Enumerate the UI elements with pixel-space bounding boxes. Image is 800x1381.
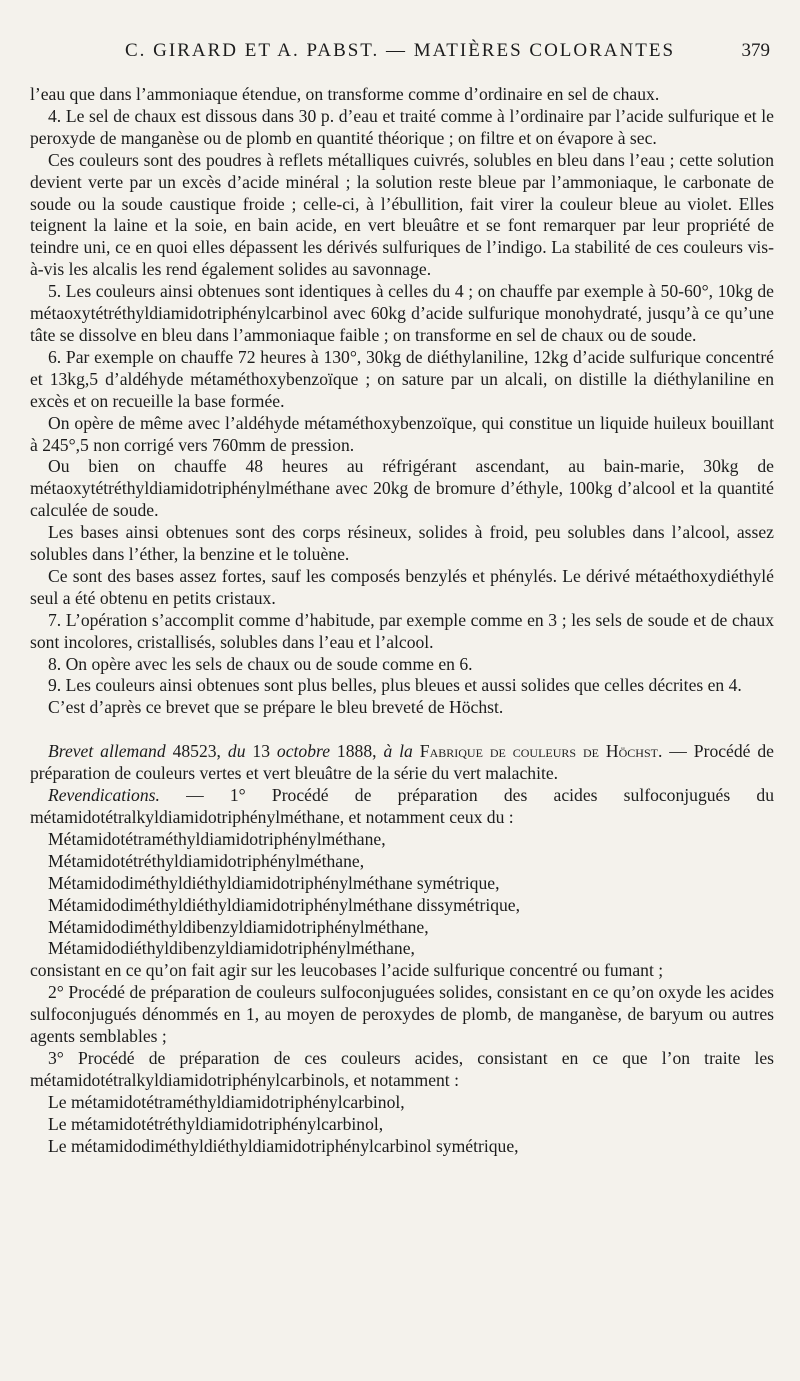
paragraph: Ce sont des bases assez fortes, sauf les composés benzylés et phénylés. Le dérivé métaéthoxydiéthylé seul a été obtenu en petits cristaux. [30,565,774,608]
paragraph: 5. Les couleurs ainsi obtenues sont identiques à celles du 4 ; on chauffe par exemple à 50-60°, 10kg de métaoxytétréthyldiamidotriphénylcarbinol avec 60kg d’acide sulfurique monohydraté, jusqu’à ce qu’une tâte se dissolve en bleu dans l’ammoniaque faible ; on transforme en sel de chaux ou de soude. [30,281,774,345]
claims-label: Revendications. [48,785,160,806]
list-item: Métamidodiméthyldibenzyldiamidotriphénylméthane, [48,916,429,937]
page-number: 379 [741,40,770,61]
page-body [30,84,774,1158]
running-header [30,40,770,70]
section-gap [30,719,774,741]
claim-3: 3° Procédé de préparation de ces couleurs acides, consistant en ce que l’on traite les métamidotétralkyldiamidotriphénylcarbinols, et notamment : [30,1047,774,1090]
patent-heading [30,741,774,785]
patent-company: Fabrique de couleurs de Höchst. [412,741,663,762]
paragraph: 9. Les couleurs ainsi obtenues sont plus belles, plus bleues et aussi solides que celles décrites en 4. [48,675,742,696]
list-item: Le métamidodiméthyldiéthyldiamidotriphénylcarbinol symétrique, [48,1135,519,1156]
patent-date-prefix: du [227,741,246,762]
list-item: Métamidodiméthyldiéthyldiamidotriphénylméthane dissymétrique, [48,894,521,915]
claim-1 [30,785,774,829]
patent-intro: Brevet allemand [48,741,166,762]
paragraph: 7. L’opération s’accomplit comme d’habitude, par exemple comme en 3 ; les sels de soude et de chaux sont incolores, cristallisés, solubles dans l’eau et l’alcool. [30,609,774,652]
paragraph: Ces couleurs sont des poudres à reflets métalliques cuivrés, solubles en bleu dans l’eau ; cette solution devient verte par un excès d’acide minéral ; la solution reste bleue par l’ammoniaque, le carbonate de soude ou la soude caustique froide ; celle-ci, à l’ébullition, fait virer la couleur bleue au violet. Elles teignent la laine et la soie, en bain acide, en vert bleuâtre et se font remarquer par leur propriété de teindre uni, ce en quoi elles dépassent les dérivés sulfuriques de l’indigo. La stabilité de ces couleurs vis-à-vis les alcalis les rend également solides au savonnage. [30,149,774,280]
paragraph: Ou bien on chauffe 48 heures au réfrigérant ascendant, au bain-marie, 30kg de métaoxytétréthyldiamidotriphénylméthane avec 20kg de bromure d’éthyle, 100kg d’alcool et la quantité calculée de soude. [30,456,774,521]
paragraph: Les bases ainsi obtenues sont des corps résineux, solides à froid, peu solubles dans l’alcool, assez solubles dans l’éther, la benzine et le toluène. [30,522,774,565]
list-item: Métamidotétraméthyldiamidotriphénylméthane, [48,828,386,849]
claim-2: 2° Procédé de préparation de couleurs sulfoconjuguées solides, consistant en ce qu’on oxyde les acides sulfoconjugués dénommés en 1, au moyen de peroxydes de plomb, de manganèse, de baryum ou autres agents semblables ; [30,982,774,1047]
header-title: C. GIRARD ET A. PABST. — MATIÈRES COLORANTES [124,40,676,61]
paragraph: 4. Le sel de chaux est dissous dans 30 p. d’eau et traité comme à l’ordinaire par l’acide sulfurique et le peroxyde de manganèse ou de plomb en quantité théorique ; on filtre et on évapore à sec. [30,105,774,148]
patent-a-la: à la [383,741,413,762]
claim-1-end: consistant en ce qu’on fait agir sur les leucobases l’acide sulfurique concentré ou fumant ; [30,960,664,981]
patent-description: — Procédé de préparation de couleurs vertes et vert bleuâtre de la série du vert malachite. [30,741,774,784]
paragraph: On opère de même avec l’aldéhyde métaméthoxybenzoïque, qui constitue un liquide huileux bouillant à 245°,5 non corrigé vers 760mm de pression. [30,412,774,455]
patent-day: 13 [245,741,277,762]
list-item: Le métamidotétraméthyldiamidotriphénylcarbinol, [48,1091,405,1112]
list-item: Le métamidotétréthyldiamidotriphénylcarbinol, [48,1113,384,1134]
patent-year: 1888, [330,741,384,762]
list-item: Métamidodiméthyldiéthyldiamidotriphénylméthane symétrique, [48,872,500,893]
patent-number: 48523, [165,741,228,762]
paragraph: 8. On opère avec les sels de chaux ou de soude comme en 6. [48,653,473,674]
list-item: Métamidotétréthyldiamidotriphénylméthane, [48,850,365,871]
claim-1-text: — 1° Procédé de préparation des acides sulfoconjugués du métamidotétralkyldiamidotriphénylméthane, et notamment ceux du : [30,785,774,827]
paragraph: C’est d’après ce brevet que se prépare le bleu breveté de Höchst. [48,697,504,718]
paragraph: 6. Par exemple on chauffe 72 heures à 130°, 30kg de diéthylaniline, 12kg d’acide sulfurique concentré et 13kg,5 d’aldéhyde métaméthoxybenzoïque ; on sature par un alcali, on distille la diéthylaniline en excès et on recueille la base formée. [30,346,774,411]
patent-month: octobre [276,741,331,762]
paragraph: l’eau que dans l’ammoniaque étendue, on transforme comme d’ordinaire en sel de chaux. [30,84,660,104]
list-item: Métamidodiéthyldibenzyldiamidotriphénylméthane, [48,938,415,959]
